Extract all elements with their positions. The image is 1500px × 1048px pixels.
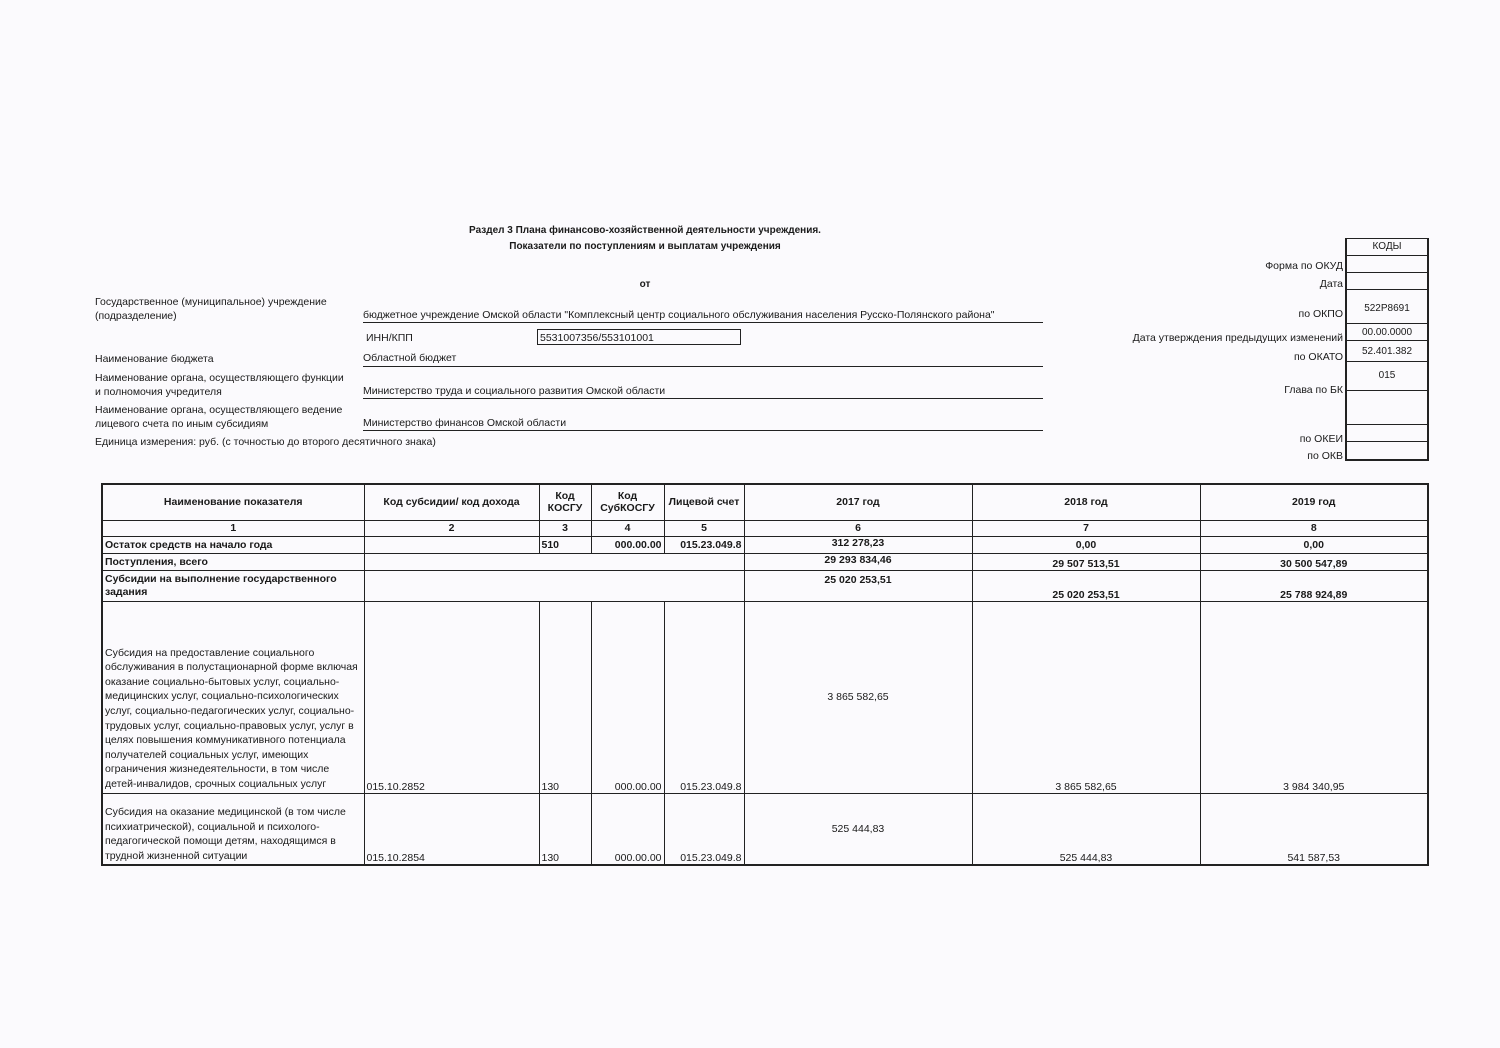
row-account: 015.23.049.8 [664, 793, 744, 865]
label-okud: Форма по ОКУД [1265, 260, 1343, 272]
founder-label-1: Наименование органа, осуществляющего функции [95, 372, 344, 384]
label-okei: по ОКЕИ [1299, 433, 1343, 445]
row-2017: 312 278,23 [744, 536, 972, 553]
form-date-label: от [639, 279, 651, 290]
row-code: 015.10.2852 [364, 601, 539, 793]
col-header-account: Лицевой счет [664, 484, 744, 520]
budget-label: Наименование бюджета [95, 353, 214, 365]
code-empty [1347, 391, 1427, 425]
col-header-code: Код субсидии/ код дохода [364, 484, 539, 520]
table-header-row [102, 484, 1428, 520]
indicators-table [101, 483, 1429, 866]
institution-label-1: Государственное (муниципальное) учреждение [95, 296, 327, 308]
table-row [102, 536, 1428, 553]
label-approval-date: Дата утверждения предыдущих изменений [1132, 332, 1343, 344]
institution-label-2: (подразделение) [95, 310, 177, 322]
row-2019: 3 984 340,95 [1200, 601, 1428, 793]
row-2017: 29 293 834,46 [744, 553, 972, 570]
row-kosgu: 130 [539, 793, 591, 865]
col-header-name: Наименование показателя [102, 484, 364, 520]
row-subkosgu: 000.00.00 [591, 601, 664, 793]
row-2017: 525 444,83 [744, 793, 972, 865]
row-account: 015.23.049.8 [664, 536, 744, 553]
row-2018: 25 020 253,51 [972, 570, 1200, 601]
table-row [102, 601, 1428, 793]
table-row [102, 553, 1428, 570]
row-2018: 29 507 513,51 [972, 553, 1200, 570]
row-2019: 541 587,53 [1200, 793, 1428, 865]
row-code [364, 553, 744, 570]
unit-label: Единица измерения: руб. (с точностью до второго десятичного знака) [95, 436, 436, 448]
code-date [1347, 273, 1427, 290]
row-name: Субсидия на оказание медицинской (в том числе психиатрической), социальной и психолого-педагогической помощи детям, находящимся в трудной жизненной ситуации [102, 793, 364, 865]
founder-label-2: и полномочия учредителя [95, 386, 222, 398]
code-okv [1347, 442, 1427, 459]
col-number: 5 [664, 520, 744, 536]
account-label-2: лицевого счета по иным субсидиям [95, 418, 269, 430]
codes-box [1345, 238, 1429, 461]
col-header-subkosgu: Код СубКОСГУ [591, 484, 664, 520]
row-account: 015.23.049.8 [664, 601, 744, 793]
label-okv: по ОКВ [1307, 450, 1343, 462]
row-name: Поступления, всего [102, 553, 364, 570]
inn-label: ИНН/КПП [366, 332, 413, 344]
row-2018: 0,00 [972, 536, 1200, 553]
row-2018: 525 444,83 [972, 793, 1200, 865]
row-name: Остаток средств на начало года [102, 536, 364, 553]
budget-value: Областной бюджет [363, 352, 1043, 367]
col-header-2017: 2017 год [744, 484, 972, 520]
col-header-2018: 2018 год [972, 484, 1200, 520]
account-label-1: Наименование органа, осуществляющего ведение [95, 404, 343, 416]
row-2019: 0,00 [1200, 536, 1428, 553]
table-row [102, 793, 1428, 865]
label-glava-bk: Глава по БК [1284, 384, 1343, 396]
codes-header: КОДЫ [1347, 239, 1427, 256]
label-date: Дата [1319, 278, 1343, 290]
code-okpo: 522P8691 [1347, 290, 1427, 324]
label-okpo: по ОКПО [1298, 308, 1343, 320]
row-code [364, 536, 539, 553]
row-2017: 25 020 253,51 [744, 570, 972, 601]
founder-value: Министерство труда и социального развития Омской области [363, 385, 1043, 399]
row-kosgu: 510 [539, 536, 591, 553]
row-subkosgu: 000.00.00 [591, 793, 664, 865]
row-2019: 30 500 547,89 [1200, 553, 1428, 570]
row-kosgu: 130 [539, 601, 591, 793]
col-number: 2 [364, 520, 539, 536]
code-approval-date: 00.00.0000 [1347, 324, 1427, 341]
inn-value: 5531007356/553101001 [537, 329, 741, 345]
col-header-kosgu: Код КОСГУ [539, 484, 591, 520]
code-okud [1347, 256, 1427, 273]
col-number: 7 [972, 520, 1200, 536]
col-number: 3 [539, 520, 591, 536]
column-number-row [102, 520, 1428, 536]
row-2018: 3 865 582,65 [972, 601, 1200, 793]
row-subkosgu: 000.00.00 [591, 536, 664, 553]
row-code [364, 570, 744, 601]
col-header-2019: 2019 год [1200, 484, 1428, 520]
row-2019: 25 788 924,89 [1200, 570, 1428, 601]
institution-value: бюджетное учреждение Омской области "Комплексный центр социального обслуживания населения Русско-Полянского района" [363, 309, 1043, 323]
code-okei [1347, 425, 1427, 442]
col-number: 1 [102, 520, 364, 536]
code-glava-bk: 015 [1347, 362, 1427, 391]
col-number: 4 [591, 520, 664, 536]
col-number: 8 [1200, 520, 1428, 536]
row-name: Субсидии на выполнение государственного задания [102, 570, 364, 601]
col-number: 6 [744, 520, 972, 536]
table-row [102, 570, 1428, 601]
form-title-line2: Показатели по поступлениям и выплатам учреждения [509, 241, 781, 252]
code-okato: 52.401.382 [1347, 341, 1427, 362]
row-code: 015.10.2854 [364, 793, 539, 865]
row-name: Субсидия на предоставление социального обслуживания в полустационарной форме включая оказание социально-бытовых услуг, социально-медицинских услуг, социально-психологических услуг, социально-педагогических услуг, социально-трудовых услуг, социально-правовых услуг, услуг в целях повышения коммуникативного потенциала получателей социальных услуг, имеющих ограничения жизнедеятельности, в том числе детей-инвалидов, срочных социальных услуг [102, 601, 364, 793]
row-2017: 3 865 582,65 [744, 601, 972, 793]
form-title-line1: Раздел 3 Плана финансово-хозяйственной деятельности учреждения. [469, 225, 821, 236]
account-value: Министерство финансов Омской области [363, 417, 1043, 431]
label-okato: по ОКАТО [1293, 351, 1343, 363]
